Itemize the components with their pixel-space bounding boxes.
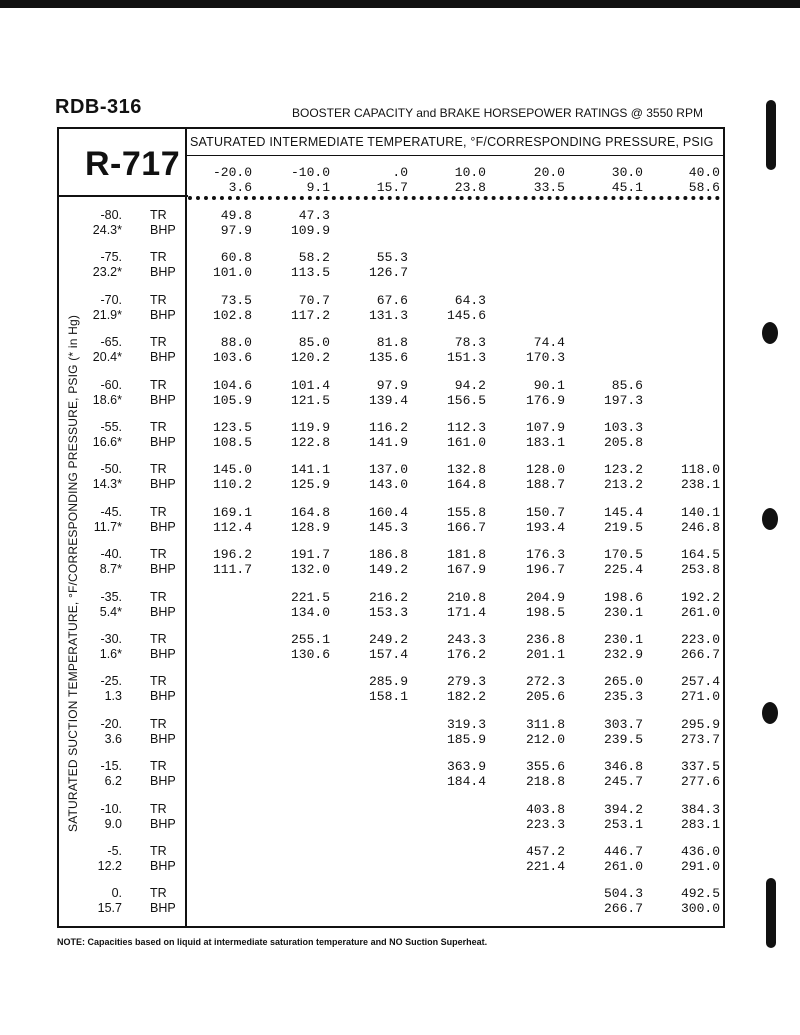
bhp-value: 105.9 bbox=[212, 392, 252, 408]
row-label-bhp: BHP bbox=[150, 477, 176, 492]
tr-value: 85.0 bbox=[298, 335, 330, 351]
row-label-bhp: BHP bbox=[150, 223, 176, 237]
row-label-tr: TR bbox=[150, 377, 167, 392]
tr-value: 58.2 bbox=[298, 250, 330, 266]
tr-value: 128.0 bbox=[525, 462, 565, 478]
row-label-bhp: BHP bbox=[150, 519, 176, 534]
document-title: BOOSTER CAPACITY and BRAKE HORSEPOWER RATINGS @ 3550 RPM bbox=[292, 106, 703, 120]
bhp-value: 201.1 bbox=[525, 647, 565, 662]
bhp-value: 161.0 bbox=[446, 435, 486, 450]
suction-temperature: -25. bbox=[100, 674, 122, 689]
bhp-value: 184.4 bbox=[446, 774, 486, 790]
bhp-value: 134.0 bbox=[290, 604, 330, 620]
suction-pressure: 20.4* bbox=[92, 350, 122, 365]
row-label-bhp: BHP bbox=[150, 350, 176, 365]
tr-value: 196.2 bbox=[212, 547, 252, 563]
suction-temperature: -40. bbox=[100, 547, 122, 562]
tr-value: 319.3 bbox=[446, 716, 486, 732]
bhp-value: 219.5 bbox=[603, 519, 643, 535]
tr-value: 145.0 bbox=[212, 462, 252, 478]
bhp-value: 221.4 bbox=[525, 859, 565, 874]
row-label-bhp: BHP bbox=[150, 435, 176, 449]
table-divider-header bbox=[186, 155, 725, 156]
bhp-value: 145.3 bbox=[368, 519, 408, 535]
tr-value: 85.6 bbox=[611, 377, 643, 393]
tr-value: 311.8 bbox=[525, 716, 565, 732]
row-label-bhp: BHP bbox=[150, 731, 176, 746]
tr-value: 457.2 bbox=[525, 844, 565, 859]
tr-value: 81.8 bbox=[376, 335, 408, 351]
bhp-value: 176.9 bbox=[525, 392, 565, 408]
suction-temperature: -55. bbox=[100, 420, 122, 434]
bhp-value: 101.0 bbox=[212, 265, 252, 281]
tr-value: 285.9 bbox=[368, 674, 408, 690]
column-pressure: 58.6 bbox=[688, 180, 720, 195]
tr-value: 257.4 bbox=[680, 674, 720, 690]
column-pressure: 45.1 bbox=[611, 180, 643, 195]
tr-value: 303.7 bbox=[603, 716, 643, 732]
punch-hole bbox=[762, 322, 778, 344]
row-label-bhp: BHP bbox=[150, 307, 176, 322]
tr-value: 49.8 bbox=[220, 208, 252, 223]
bhp-value: 121.5 bbox=[290, 392, 330, 408]
row-label-tr: TR bbox=[150, 632, 167, 646]
bhp-value: 130.6 bbox=[290, 647, 330, 662]
suction-pressure: 8.7* bbox=[99, 562, 122, 577]
bhp-value: 145.6 bbox=[446, 307, 486, 323]
tr-value: 150.7 bbox=[525, 504, 565, 520]
page-edge-mark bbox=[766, 878, 776, 948]
bhp-value: 197.3 bbox=[603, 392, 643, 408]
column-pressure: 3.6 bbox=[228, 180, 252, 195]
row-label-tr: TR bbox=[150, 844, 167, 858]
row-label-bhp: BHP bbox=[150, 562, 176, 577]
row-label-tr: TR bbox=[150, 674, 167, 689]
bhp-value: 103.6 bbox=[212, 350, 252, 366]
bhp-value: 125.9 bbox=[290, 477, 330, 493]
tr-value: 204.9 bbox=[525, 589, 565, 605]
suction-temperature: -30. bbox=[100, 632, 122, 646]
suction-pressure: 21.9* bbox=[92, 307, 122, 322]
bhp-value: 141.9 bbox=[368, 435, 408, 450]
tr-value: 169.1 bbox=[212, 504, 252, 520]
bhp-value: 291.0 bbox=[680, 859, 720, 874]
suction-pressure: 15.7 bbox=[97, 901, 122, 916]
row-label-tr: TR bbox=[150, 716, 167, 731]
suction-temperature: -75. bbox=[100, 250, 122, 265]
bhp-value: 139.4 bbox=[368, 392, 408, 408]
tr-value: 118.0 bbox=[680, 462, 720, 478]
suction-temperature: -15. bbox=[100, 759, 122, 774]
bhp-value: 111.7 bbox=[212, 562, 252, 578]
bhp-value: 185.9 bbox=[446, 731, 486, 747]
suction-pressure: 12.2 bbox=[97, 859, 122, 873]
bhp-value: 261.0 bbox=[603, 859, 643, 874]
bhp-value: 113.5 bbox=[290, 265, 330, 281]
bhp-value: 171.4 bbox=[446, 604, 486, 620]
suction-temperature: -45. bbox=[100, 504, 122, 519]
column-header bbox=[348, 165, 408, 195]
suction-temperature-title: SATURATED SUCTION TEMPERATURE, °F/CORRESPONDING PRESSURE, PSIG (* in Hg) bbox=[66, 314, 80, 832]
tr-value: 104.6 bbox=[212, 377, 252, 393]
bhp-value: 182.2 bbox=[446, 689, 486, 705]
tr-value: 504.3 bbox=[603, 886, 643, 902]
bhp-value: 205.8 bbox=[603, 435, 643, 450]
tr-value: 216.2 bbox=[368, 589, 408, 605]
bhp-value: 196.7 bbox=[525, 562, 565, 578]
tr-value: 265.0 bbox=[603, 674, 643, 690]
row-label-tr: TR bbox=[150, 208, 167, 222]
bhp-value: 261.0 bbox=[680, 604, 720, 620]
bhp-value: 188.7 bbox=[525, 477, 565, 493]
bhp-value: 218.8 bbox=[525, 774, 565, 790]
bhp-value: 271.0 bbox=[680, 689, 720, 705]
tr-value: 140.1 bbox=[680, 504, 720, 520]
bhp-value: 277.6 bbox=[680, 774, 720, 790]
tr-value: 186.8 bbox=[368, 547, 408, 563]
row-label-tr: TR bbox=[150, 250, 167, 265]
column-temperature: .0 bbox=[392, 165, 408, 180]
tr-value: 436.0 bbox=[680, 844, 720, 859]
row-label-bhp: BHP bbox=[150, 816, 176, 831]
suction-pressure: 3.6 bbox=[104, 731, 122, 746]
bhp-value: 235.3 bbox=[603, 689, 643, 705]
bhp-value: 112.4 bbox=[212, 519, 252, 535]
column-header bbox=[192, 165, 252, 195]
bhp-value: 212.0 bbox=[525, 731, 565, 747]
row-label-tr: TR bbox=[150, 504, 167, 519]
row-label-tr: TR bbox=[150, 759, 167, 774]
tr-value: 272.3 bbox=[525, 674, 565, 690]
bhp-value: 131.3 bbox=[368, 307, 408, 323]
tr-value: 403.8 bbox=[525, 801, 565, 817]
tr-value: 170.5 bbox=[603, 547, 643, 563]
tr-value: 164.8 bbox=[290, 504, 330, 520]
tr-value: 74.4 bbox=[533, 335, 565, 351]
row-label-tr: TR bbox=[150, 886, 167, 901]
column-temperature: -20.0 bbox=[212, 165, 252, 180]
row-label-bhp: BHP bbox=[150, 604, 176, 619]
tr-value: 249.2 bbox=[368, 632, 408, 647]
tr-value: 446.7 bbox=[603, 844, 643, 859]
tr-value: 236.8 bbox=[525, 632, 565, 647]
tr-value: 363.9 bbox=[446, 759, 486, 775]
bhp-value: 108.5 bbox=[212, 435, 252, 450]
punch-hole bbox=[762, 508, 778, 530]
bhp-value: 238.1 bbox=[680, 477, 720, 493]
suction-pressure: 23.2* bbox=[92, 265, 122, 280]
tr-value: 137.0 bbox=[368, 462, 408, 478]
row-label-tr: TR bbox=[150, 547, 167, 562]
punch-hole bbox=[762, 702, 778, 724]
tr-value: 176.3 bbox=[525, 547, 565, 563]
tr-value: 88.0 bbox=[220, 335, 252, 351]
bhp-value: 273.7 bbox=[680, 731, 720, 747]
tr-value: 60.8 bbox=[220, 250, 252, 266]
tr-value: 64.3 bbox=[454, 292, 486, 308]
row-label-bhp: BHP bbox=[150, 901, 176, 916]
tr-value: 70.7 bbox=[298, 292, 330, 308]
bhp-value: 183.1 bbox=[525, 435, 565, 450]
intermediate-temperature-title: SATURATED INTERMEDIATE TEMPERATURE, °F/CORRESPONDING PRESSURE, PSIG bbox=[190, 135, 714, 149]
bhp-value: 97.9 bbox=[220, 223, 252, 238]
tr-value: 337.5 bbox=[680, 759, 720, 775]
suction-temperature: -20. bbox=[100, 716, 122, 731]
suction-temperature: -10. bbox=[100, 801, 122, 816]
tr-value: 73.5 bbox=[220, 292, 252, 308]
bhp-value: 120.2 bbox=[290, 350, 330, 366]
tr-value: 210.8 bbox=[446, 589, 486, 605]
bhp-value: 170.3 bbox=[525, 350, 565, 366]
bhp-value: 230.1 bbox=[603, 604, 643, 620]
tr-value: 192.2 bbox=[680, 589, 720, 605]
suction-temperature: -60. bbox=[100, 377, 122, 392]
bhp-value: 239.5 bbox=[603, 731, 643, 747]
tr-value: 181.8 bbox=[446, 547, 486, 563]
bhp-value: 156.5 bbox=[446, 392, 486, 408]
document-id: RDB-316 bbox=[55, 96, 142, 118]
bhp-value: 153.3 bbox=[368, 604, 408, 620]
suction-pressure: 18.6* bbox=[92, 392, 122, 407]
suction-pressure: 5.4* bbox=[99, 604, 122, 619]
bhp-value: 225.4 bbox=[603, 562, 643, 578]
suction-pressure: 24.3* bbox=[92, 223, 122, 237]
bhp-value: 167.9 bbox=[446, 562, 486, 578]
tr-value: 295.9 bbox=[680, 716, 720, 732]
bhp-value: 135.6 bbox=[368, 350, 408, 366]
bhp-value: 151.3 bbox=[446, 350, 486, 366]
tr-value: 107.9 bbox=[525, 420, 565, 435]
column-header bbox=[270, 165, 330, 195]
row-label-bhp: BHP bbox=[150, 265, 176, 280]
column-header bbox=[426, 165, 486, 195]
tr-value: 164.5 bbox=[680, 547, 720, 563]
bhp-value: 122.8 bbox=[290, 435, 330, 450]
tr-value: 47.3 bbox=[298, 208, 330, 223]
suction-pressure: 1.6* bbox=[99, 647, 122, 661]
bhp-value: 158.1 bbox=[368, 689, 408, 705]
tr-value: 90.1 bbox=[533, 377, 565, 393]
suction-temperature: -5. bbox=[107, 844, 122, 858]
suction-pressure: 16.6* bbox=[92, 435, 122, 449]
bhp-value: 110.2 bbox=[212, 477, 252, 493]
tr-value: 394.2 bbox=[603, 801, 643, 817]
footnote: NOTE: Capacities based on liquid at intermediate saturation temperature and NO Suction Superheat. bbox=[57, 937, 488, 947]
row-label-bhp: BHP bbox=[150, 774, 176, 789]
column-pressure: 9.1 bbox=[306, 180, 330, 195]
tr-value: 55.3 bbox=[376, 250, 408, 266]
row-label-bhp: BHP bbox=[150, 859, 176, 873]
row-label-tr: TR bbox=[150, 292, 167, 307]
bhp-value: 166.7 bbox=[446, 519, 486, 535]
row-label-bhp: BHP bbox=[150, 689, 176, 704]
row-label-tr: TR bbox=[150, 462, 167, 477]
tr-value: 119.9 bbox=[290, 420, 330, 435]
tr-value: 198.6 bbox=[603, 589, 643, 605]
bhp-value: 143.0 bbox=[368, 477, 408, 493]
tr-value: 101.4 bbox=[290, 377, 330, 393]
bhp-value: 213.2 bbox=[603, 477, 643, 493]
bhp-value: 300.0 bbox=[680, 901, 720, 917]
suction-temperature: 0. bbox=[111, 886, 122, 901]
column-temperature: 30.0 bbox=[611, 165, 643, 180]
bhp-value: 102.8 bbox=[212, 307, 252, 323]
header-dotted-separator bbox=[188, 196, 720, 204]
tr-value: 255.1 bbox=[290, 632, 330, 647]
bhp-value: 205.6 bbox=[525, 689, 565, 705]
tr-value: 132.8 bbox=[446, 462, 486, 478]
bhp-value: 266.7 bbox=[680, 647, 720, 662]
tr-value: 112.3 bbox=[446, 420, 486, 435]
column-temperature: -10.0 bbox=[290, 165, 330, 180]
tr-value: 223.0 bbox=[680, 632, 720, 647]
row-label-bhp: BHP bbox=[150, 392, 176, 407]
tr-value: 191.7 bbox=[290, 547, 330, 563]
tr-value: 123.2 bbox=[603, 462, 643, 478]
table-divider-vertical bbox=[185, 127, 187, 928]
suction-temperature: -80. bbox=[100, 208, 122, 222]
tr-value: 221.5 bbox=[290, 589, 330, 605]
tr-value: 78.3 bbox=[454, 335, 486, 351]
tr-value: 67.6 bbox=[376, 292, 408, 308]
bhp-value: 109.9 bbox=[290, 223, 330, 238]
bhp-value: 132.0 bbox=[290, 562, 330, 578]
column-pressure: 15.7 bbox=[376, 180, 408, 195]
suction-pressure: 1.3 bbox=[104, 689, 122, 704]
tr-value: 230.1 bbox=[603, 632, 643, 647]
row-label-bhp: BHP bbox=[150, 647, 176, 661]
tr-value: 346.8 bbox=[603, 759, 643, 775]
bhp-value: 128.9 bbox=[290, 519, 330, 535]
tr-value: 160.4 bbox=[368, 504, 408, 520]
tr-value: 94.2 bbox=[454, 377, 486, 393]
column-temperature: 10.0 bbox=[454, 165, 486, 180]
bhp-value: 126.7 bbox=[368, 265, 408, 281]
refrigerant-label: R-717 bbox=[85, 145, 181, 183]
column-header bbox=[660, 165, 720, 195]
bhp-value: 149.2 bbox=[368, 562, 408, 578]
suction-temperature: -65. bbox=[100, 335, 122, 350]
bhp-value: 223.3 bbox=[525, 816, 565, 832]
suction-pressure: 14.3* bbox=[92, 477, 122, 492]
tr-value: 123.5 bbox=[212, 420, 252, 435]
row-label-tr: TR bbox=[150, 589, 167, 604]
tr-value: 384.3 bbox=[680, 801, 720, 817]
suction-temperature: -50. bbox=[100, 462, 122, 477]
bhp-value: 157.4 bbox=[368, 647, 408, 662]
column-pressure: 33.5 bbox=[533, 180, 565, 195]
bhp-value: 176.2 bbox=[446, 647, 486, 662]
row-label-tr: TR bbox=[150, 335, 167, 350]
bhp-value: 253.8 bbox=[680, 562, 720, 578]
bhp-value: 193.4 bbox=[525, 519, 565, 535]
bhp-value: 117.2 bbox=[290, 307, 330, 323]
bhp-value: 164.8 bbox=[446, 477, 486, 493]
tr-value: 155.8 bbox=[446, 504, 486, 520]
tr-value: 116.2 bbox=[368, 420, 408, 435]
bhp-value: 246.8 bbox=[680, 519, 720, 535]
column-temperature: 20.0 bbox=[533, 165, 565, 180]
bhp-value: 253.1 bbox=[603, 816, 643, 832]
suction-temperature: -35. bbox=[100, 589, 122, 604]
column-pressure: 23.8 bbox=[454, 180, 486, 195]
tr-value: 279.3 bbox=[446, 674, 486, 690]
tr-value: 145.4 bbox=[603, 504, 643, 520]
column-temperature: 40.0 bbox=[688, 165, 720, 180]
tr-value: 103.3 bbox=[603, 420, 643, 435]
tr-value: 355.6 bbox=[525, 759, 565, 775]
row-label-tr: TR bbox=[150, 801, 167, 816]
tr-value: 97.9 bbox=[376, 377, 408, 393]
suction-pressure: 6.2 bbox=[104, 774, 122, 789]
bhp-value: 266.7 bbox=[603, 901, 643, 917]
bhp-value: 283.1 bbox=[680, 816, 720, 832]
column-header bbox=[505, 165, 565, 195]
top-border-bar bbox=[0, 0, 800, 8]
suction-pressure: 9.0 bbox=[104, 816, 122, 831]
tr-value: 492.5 bbox=[680, 886, 720, 902]
bhp-value: 245.7 bbox=[603, 774, 643, 790]
column-header bbox=[583, 165, 643, 195]
tr-value: 243.3 bbox=[446, 632, 486, 647]
suction-pressure: 11.7* bbox=[93, 519, 122, 534]
row-label-tr: TR bbox=[150, 420, 167, 434]
bhp-value: 198.5 bbox=[525, 604, 565, 620]
table-divider-left-header bbox=[57, 195, 188, 197]
bhp-value: 232.9 bbox=[603, 647, 643, 662]
tr-value: 141.1 bbox=[290, 462, 330, 478]
suction-temperature: -70. bbox=[100, 292, 122, 307]
page-edge-mark bbox=[766, 100, 776, 170]
